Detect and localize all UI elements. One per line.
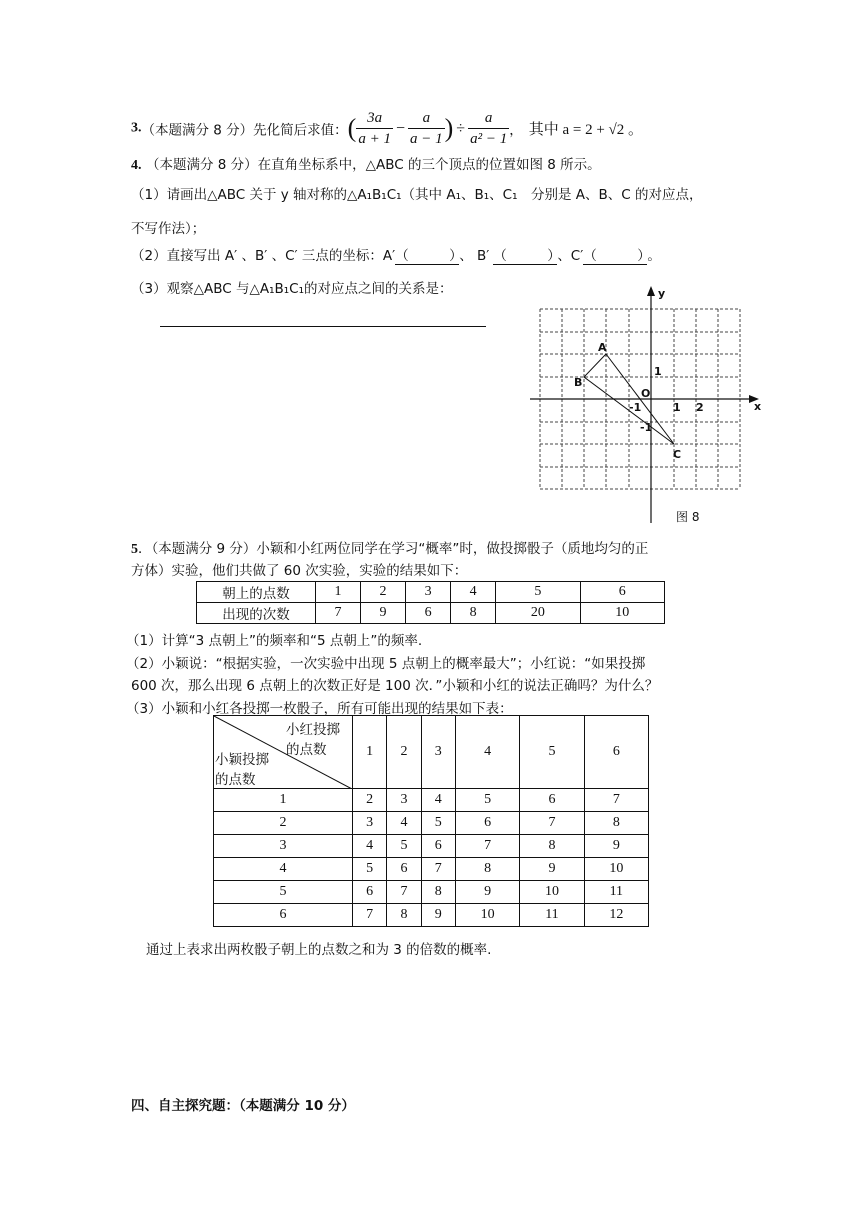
table-row: 2 3 4 5 6 7 8	[214, 812, 649, 835]
sum-table	[213, 715, 649, 927]
fraction-1: $\frac{3a}{a + 1}$	[358, 110, 391, 147]
tick-x-minus-1: -1	[629, 401, 642, 414]
fraction-3: $\frac{a}{\text{a² − 1}}$	[470, 110, 508, 147]
table-header-row: 小红投掷 的点数 小颖投掷 的点数 1 2 3 4 5 6	[214, 716, 649, 789]
y-axis-label: y	[658, 287, 666, 300]
figure-caption: 图 8	[676, 510, 700, 524]
answer-blank-b[interactable]: （ ）	[493, 244, 557, 265]
q3-lead: （本题满分 8 分）先化简后求值：	[141, 122, 348, 139]
table-row: 1 2 3 4 5 6 7	[214, 789, 649, 812]
tick-x-2: 2	[696, 401, 704, 414]
table-row: 6 7 8 9 10 11 12	[214, 904, 649, 927]
vertex-c-label: C	[673, 448, 682, 461]
q5-part2: （2）小颖说：“根据实验，一次实验中出现 5 点朝上的概率最大”；小红说：“如果投掷	[126, 656, 646, 672]
vertex-b-label: B	[574, 376, 583, 389]
answer-blank-c[interactable]: （ ）	[583, 244, 647, 265]
origin-label: O	[641, 387, 651, 400]
q5-heading-cont: 方体）实验，他们共做了 60 次实验，实验的结果如下：	[131, 563, 468, 579]
table-row: 出现的次数 7 9 6 8 20 10	[197, 603, 665, 624]
q3-number: 3.	[131, 120, 142, 136]
q4-part3: （3）观察△ABC 与△A₁B₁C₁的对应点之间的关系是：	[131, 281, 453, 297]
figure-8-coordinate-grid	[530, 283, 770, 528]
y-arrow-icon	[647, 286, 655, 296]
q5-part2-cont: 600 次，那么出现 6 点朝上的次数正好是 100 次．”小颖和小红的说法正确吗？为什么？	[131, 678, 659, 694]
q5-part4: 通过上表求出两枚骰子朝上的点数之和为 3 的倍数的概率.	[146, 942, 492, 958]
q5-part3: （3）小颖和小红各投掷一枚骰子，所有可能出现的结果如下表：	[126, 701, 513, 717]
tick-y-1: 1	[654, 365, 662, 378]
fraction-2: $\frac{a}{a - 1}$	[410, 110, 443, 147]
answer-blank-a[interactable]: （ ）	[395, 244, 459, 265]
q3-condition: 其中 a = 2 + √2 。	[528, 122, 644, 138]
x-axis-label: x	[754, 400, 762, 413]
section-4-title: 四、自主探究题：（本题满分 10 分）	[131, 1098, 355, 1114]
answer-line[interactable]	[160, 326, 486, 327]
vertex-a-label: A	[598, 341, 607, 354]
tick-y-minus-1: -1	[640, 421, 653, 434]
q4-part2: （2）直接写出 A′ 、B′ 、C′ 三点的坐标：A′（ ）、 B′ （ ）、C′（ ）。	[131, 244, 661, 265]
table-row: 4 5 6 7 8 9 10	[214, 858, 649, 881]
corner-cell: 小红投掷 的点数 小颖投掷 的点数	[214, 716, 353, 789]
table-row: 5 6 7 8 9 10 11	[214, 881, 649, 904]
q3-line: 3.（本题满分 8 分）先化简后求值：( $\frac{3a}{a + 1}$ − $\frac{a}{a - 1}$ ) ÷ $\frac{a}{\text{a² − 1}}$ ， 其中 a = 2 + √2 。	[131, 110, 644, 147]
q4-part1-cont: 不写作法）；	[131, 221, 206, 237]
frequency-table	[196, 581, 665, 624]
table-row: 朝上的点数 1 2 3 4 5 6	[197, 582, 665, 603]
q4-part1: （1）请画出△ABC 关于 y 轴对称的△A₁B₁C₁（其中 A₁、B₁、C₁ 分别是 A、B、C 的对应点，	[131, 187, 703, 203]
q5-part1: （1）计算“3 点朝上”的频率和“5 点朝上”的频率.	[126, 633, 423, 649]
q5-heading: 5．（本题满分 9 分）小颖和小红两位同学在学习“概率”时，做投掷骰子（质地均匀的正	[131, 541, 649, 557]
q4-heading: 4. （本题满分 8 分）在直角坐标系中，△ABC 的三个顶点的位置如图 8 所示。	[131, 157, 601, 173]
table-row: 3 4 5 6 7 8 9	[214, 835, 649, 858]
tick-x-1: 1	[673, 401, 681, 414]
